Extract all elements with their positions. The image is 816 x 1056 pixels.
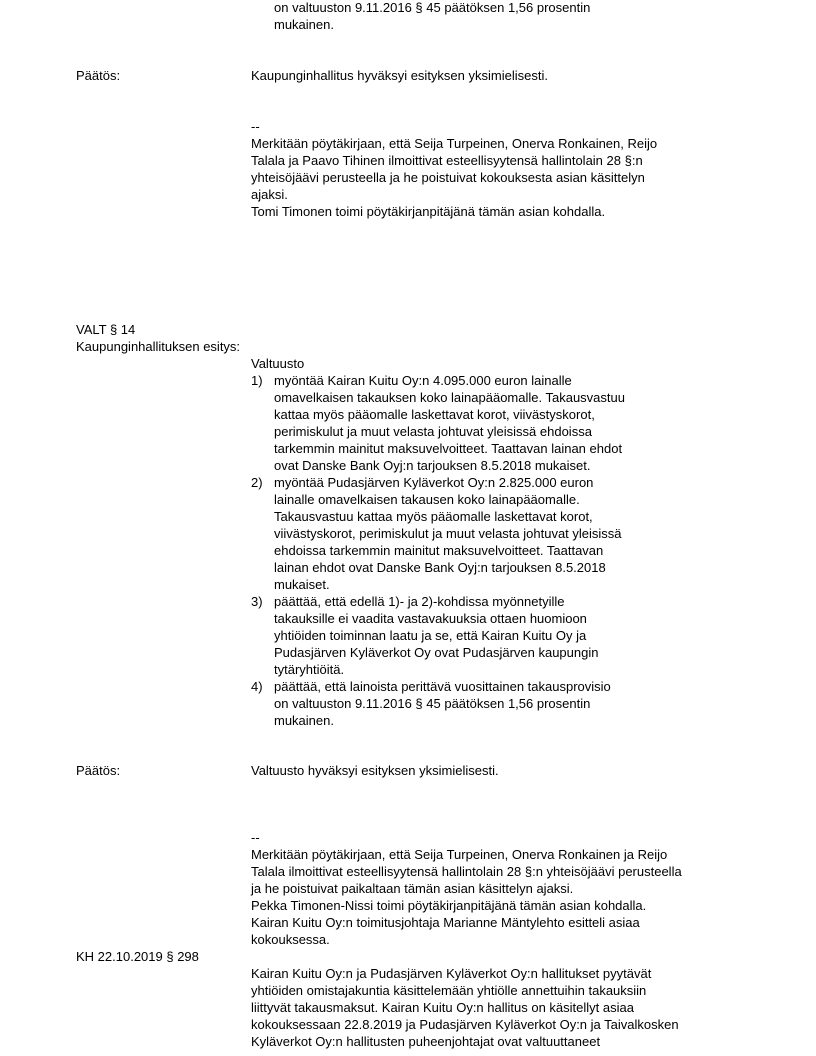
minutes-note: -- Merkitään pöytäkirjaan, että Seija Turpeinen, Onerva Ronkainen ja Reijo Talala ilmoittivat esteellisyytensä hallintolain 28 §:n yhteisöjäävi perusteella ja he poistuivat paikaltaan tämän asian käsittelyn ajaksi. Pekka Timonen-Nissi toimi pöytäkirjanpitäjänä tämän asian kohdalla. Kairan Kuitu Oy:n toimitusjohtaja Marianne Mäntylehto esitteli asiaa kokouksessa. bbox=[251, 830, 682, 947]
section-heading: VALT § 14 bbox=[76, 322, 136, 337]
list-item-number: 1) bbox=[251, 373, 263, 388]
minutes-note: -- Merkitään pöytäkirjaan, että Seija Turpeinen, Onerva Ronkainen, Reijo Talala ja Paavo Tihinen ilmoittivat esteellisyytensä hallintolain 28 §:n yhteisöjäävi perusteella ja he poistuivat kokouksesta asian käsittelyn ajaksi. Tomi Timonen toimi pöytäkirjanpitäjänä tämän asian kohdalla. bbox=[251, 119, 658, 219]
list-item-number: 2) bbox=[251, 475, 263, 490]
proposal-subject: Valtuusto bbox=[251, 356, 305, 371]
section-heading: KH 22.10.2019 § 298 bbox=[76, 949, 199, 964]
proposal-label: Kaupunginhallituksen esitys: bbox=[76, 339, 241, 354]
list-item-number: 4) bbox=[251, 679, 263, 694]
decision-text: Kaupunginhallitus hyväksyi esityksen yksimielisesti. bbox=[251, 68, 548, 83]
body-paragraph: Kairan Kuitu Oy:n ja Pudasjärven Kyläverkot Oy:n hallitukset pyytävät yhtiöiden omistajakuntia käsittelemään yhtiölle annettuihin takauksiin liittyvät takausmaksut. Kairan Kuitu Oy:n hallitus on käsitellyt asiaa kokouksessaan 22.8.2019 ja Pudasjärven Kyläverkot Oy:n ja Taivalkosken Kyläverkot Oy:n hallitusten puheenjohtajat ovat valtuuttaneet bbox=[251, 966, 679, 1049]
list-item: päättää, että lainoista perittävä vuosittainen takausprovisio on valtuuston 9.11.2016 § 45 päätöksen 1,56 prosentin mukainen. bbox=[274, 679, 611, 728]
list-item: päättää, että edellä 1)- ja 2)-kohdissa myönnetyille takauksille ei vaadita vastavakuuksia ottaen huomioon yhtiöiden toiminnan laatu ja se, että Kairan Kuitu Oy ja Pudasjärven Kyläverkot Oy ovat Pudasjärven kaupungin tytäryhtiöitä. bbox=[274, 594, 599, 677]
list-item-number: 3) bbox=[251, 594, 263, 609]
decision-label: Päätös: bbox=[76, 763, 121, 778]
decision-label: Päätös: bbox=[76, 68, 121, 83]
list-item: myöntää Pudasjärven Kyläverkot Oy:n 2.825.000 euron lainalle omavelkaisen takausen koko lainapääomalle. Takausvastuu kattaa myös pääomalle laskettavat korot, viivästyskorot, perimiskulut ja muut velasta johtuvat yleisissä ehdoissa tarkemmin mainitut maksuvelvoitteet. Taattavan lainan ehdot ovat Danske Bank Oyj:n tarjouksen 8.5.2018 mukaiset. bbox=[274, 475, 622, 592]
list-item: myöntää Kairan Kuitu Oy:n 4.095.000 euron lainalle omavelkaisen takauksen koko lainapääomalle. Takausvastuu kattaa myös pääomalle laskettavat korot, viivästyskorot, perimiskulut ja muut velasta johtuvat yleisissä ehdoissa tarkemmin mainitut maksuvelvoitteet. Taattavan lainan ehdot ovat Danske Bank Oyj:n tarjouksen 8.5.2018 mukaiset. bbox=[274, 373, 625, 473]
continuation-text: on valtuuston 9.11.2016 § 45 päätöksen 1,56 prosentin mukainen. bbox=[274, 0, 591, 32]
decision-text: Valtuusto hyväksyi esityksen yksimielisesti. bbox=[251, 763, 499, 778]
